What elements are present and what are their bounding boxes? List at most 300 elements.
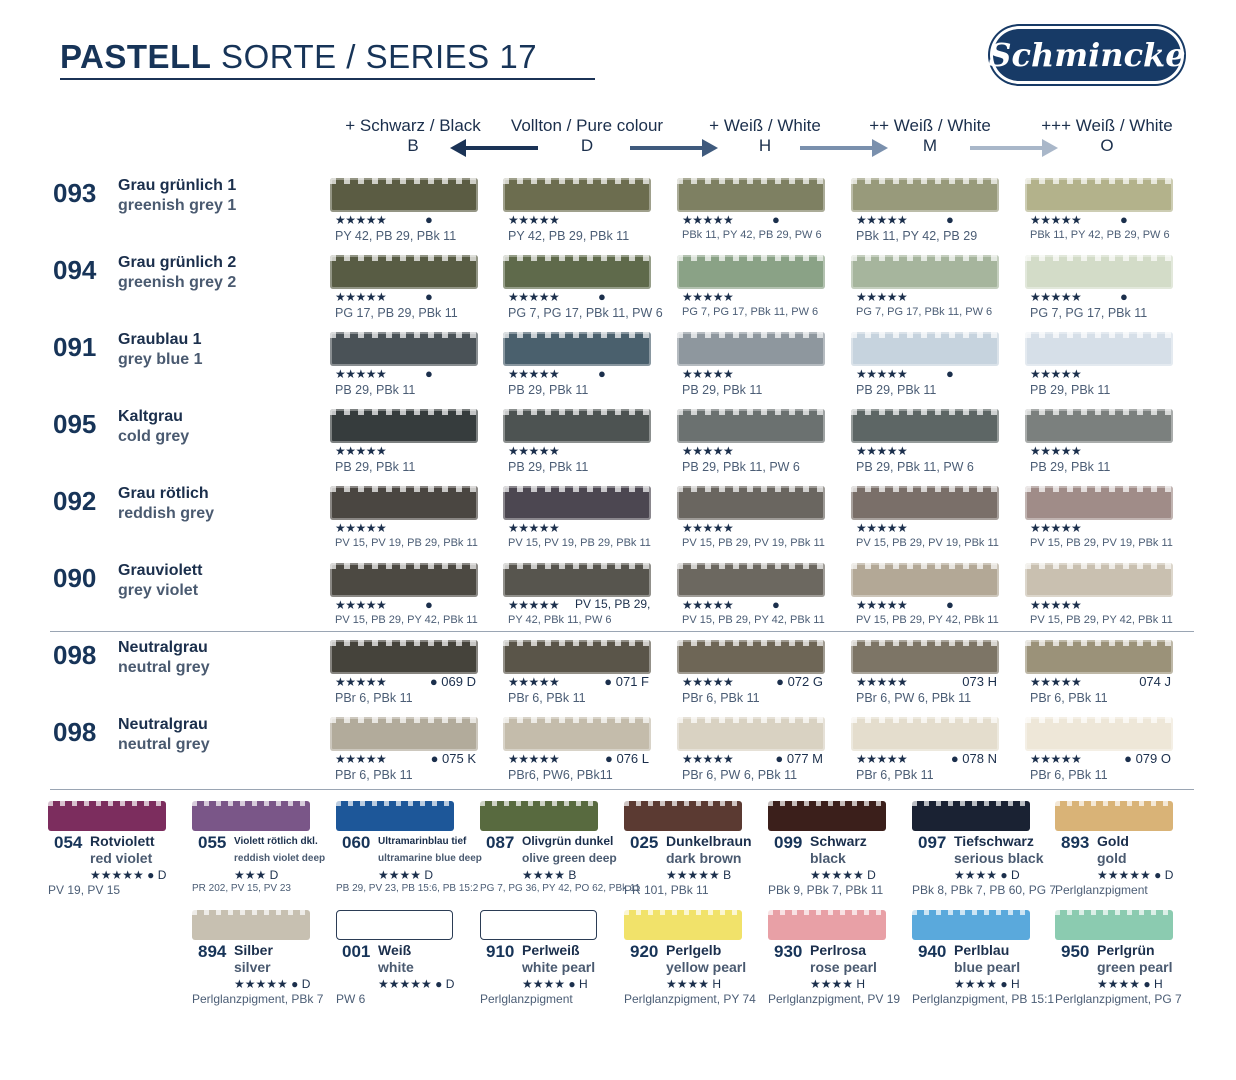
color-name-en: serious black	[954, 850, 1044, 866]
color-name	[522, 942, 595, 976]
lightfastness-stars: ★★★★ ● H	[954, 977, 1020, 991]
lightfastness-stars: ★★★★★ D	[810, 868, 876, 882]
lightfastness-stars: ★★★★★	[1030, 213, 1082, 227]
color-name-de: Perlweiß	[522, 942, 580, 958]
pigment-list: Perlglanzpigment, PG 7	[1055, 992, 1182, 1006]
pigment-list: PBk 8, PBk 7, PB 60, PG 7	[912, 883, 1057, 897]
lightfastness-stars: ★★★★ ● H	[522, 977, 588, 991]
pastel-swatch	[503, 255, 651, 289]
tone-marker: ●	[425, 597, 433, 612]
pigment-list: PY 42, PB 29, PBk 11	[335, 229, 457, 243]
tone-marker: ● 077 M	[775, 751, 823, 766]
color-name-de: Ultramarinblau tief	[378, 836, 467, 847]
pastel-swatch	[336, 910, 453, 940]
color-name	[378, 833, 482, 867]
color-name-de: Perlrosa	[810, 942, 867, 958]
color-name-de: Dunkelbraun	[666, 833, 752, 849]
pigment-list: Perlglanzpigment, PBk 7	[192, 992, 324, 1006]
color-name-de: Perlgelb	[666, 942, 722, 958]
row-code: 091	[53, 332, 97, 362]
color-name-de: Tiefschwarz	[954, 833, 1034, 849]
lightfastness-stars: ★★★★ D	[378, 868, 434, 882]
tone-marker: 074 J	[1139, 674, 1171, 689]
color-name-en: red violet	[90, 850, 153, 866]
pastel-swatch	[1025, 332, 1173, 366]
pastel-swatch	[330, 178, 478, 212]
row-name-de: Grau grünlich 2	[118, 254, 237, 271]
row-name-en: neutral grey	[118, 736, 210, 753]
lightfastness-stars: ★★★★★	[335, 521, 387, 535]
tone-marker: ● 078 N	[950, 751, 997, 766]
arrow-shaft	[630, 146, 704, 150]
row-code: 092	[53, 486, 97, 516]
column-header	[830, 116, 1030, 156]
row-name	[118, 176, 236, 216]
row-name-en: grey violet	[118, 582, 199, 599]
color-name-de: Violett rötlich dkl.	[234, 836, 318, 847]
pastel-swatch	[677, 563, 825, 597]
color-name	[90, 833, 155, 867]
color-code: 940	[918, 942, 947, 961]
pigment-list: PB 29, PBk 11	[335, 383, 416, 397]
color-name	[378, 942, 414, 976]
tone-marker: ●	[946, 366, 954, 381]
lightfastness-stars: ★★★★★ B	[666, 868, 732, 882]
color-name-en: gold	[1097, 850, 1127, 866]
lightfastness-stars: ★★★★★ ● D	[90, 868, 167, 882]
row-name-de: Neutralgrau	[118, 716, 208, 733]
row-name-en: neutral grey	[118, 659, 210, 676]
pastel-swatch	[768, 910, 886, 940]
lightfastness-stars: ★★★★★	[508, 598, 560, 612]
pigment-list: Perlglanzpigment	[480, 992, 573, 1006]
color-name	[1097, 833, 1129, 867]
lightfastness-stars: ★★★★★	[1030, 367, 1082, 381]
color-name-en: yellow pearl	[666, 959, 747, 975]
pigment-list: PBk 9, PBk 7, PBk 11	[768, 883, 884, 897]
pigment-list: PBr6, PW6, PBk11	[508, 768, 613, 782]
pastel-swatch	[851, 409, 999, 443]
pigment-list: PB 29, PBk 11	[1030, 460, 1111, 474]
pastel-swatch	[677, 255, 825, 289]
lightfastness-stars: ★★★★★	[335, 213, 387, 227]
lightfastness-stars: ★★★★★	[1030, 290, 1082, 304]
row-name-de: Grau grünlich 1	[118, 177, 237, 194]
pigment-list: PBr 6, PBk 11	[856, 768, 934, 782]
color-name	[1097, 942, 1172, 976]
pigment-list: PBr 6, PBk 11	[508, 691, 586, 705]
color-name-en: green pearl	[1097, 959, 1173, 975]
color-name-de: Perlblau	[954, 942, 1010, 958]
row-name-en: greenish grey 1	[118, 197, 237, 214]
color-name-en: olive green deep	[522, 851, 617, 865]
pigment-list: PBr 6, PBk 11	[1030, 691, 1108, 705]
pastel-swatch	[851, 332, 999, 366]
pastel-swatch	[330, 717, 478, 751]
column-header	[313, 116, 513, 156]
row-name-en: greenish grey 2	[118, 274, 237, 291]
row-code: 093	[53, 178, 97, 208]
pastel-swatch	[330, 332, 478, 366]
color-name-en: silver	[234, 959, 271, 975]
pastel-swatch	[851, 255, 999, 289]
tone-marker: ●	[1120, 289, 1128, 304]
color-name	[810, 833, 867, 867]
pigment-list: PG 7, PG 17, PBk 11, PW 6	[682, 306, 819, 318]
row-name	[118, 561, 202, 601]
lightfastness-stars: ★★★★★	[856, 444, 908, 458]
arrow-head	[450, 139, 466, 157]
pastel-swatch	[1025, 717, 1173, 751]
pigment-list: PV 15, PB 29, PV 19, PBk 11	[682, 537, 825, 549]
direction-arrow	[450, 146, 538, 150]
pastel-swatch	[912, 801, 1030, 831]
row-name-de: Graublau 1	[118, 331, 202, 348]
tone-marker: ●	[598, 366, 606, 381]
arrow-shaft	[970, 146, 1044, 150]
pigment-list: PV 15, PB 29, PY 42, PBk 11	[335, 614, 478, 626]
pastel-swatch	[1025, 255, 1173, 289]
column-letter: O	[1100, 136, 1114, 155]
column-letter: D	[580, 136, 594, 155]
row-name	[118, 253, 236, 293]
column-label: + Weiß / White	[709, 116, 821, 135]
color-name-en: rose pearl	[810, 959, 877, 975]
lightfastness-stars: ★★★★★	[856, 521, 908, 535]
pastel-swatch	[330, 486, 478, 520]
color-name	[954, 942, 1020, 976]
lightfastness-stars: ★★★ D	[234, 868, 279, 882]
pastel-swatch	[48, 801, 166, 831]
pigment-list: PBr 6, PBk 11	[335, 768, 413, 782]
tone-marker: ●	[772, 212, 780, 227]
lightfastness-stars: ★★★★ ● D	[954, 868, 1020, 882]
tone-marker: ● 076 L	[605, 751, 649, 766]
lightfastness-stars: ★★★★★	[856, 675, 908, 689]
pigment-list: PB 29, PBk 11	[856, 383, 937, 397]
color-name	[234, 942, 273, 976]
lightfastness-stars: ★★★★★	[335, 367, 387, 381]
tone-marker: ● 069 D	[429, 674, 476, 689]
tone-marker: ●	[425, 212, 433, 227]
pastel-swatch	[503, 563, 651, 597]
tone-marker: ●	[946, 597, 954, 612]
row-code: 095	[53, 409, 97, 439]
pigment-list: PG 7, PG 17, PBk 11, PW 6	[856, 306, 993, 318]
color-code: 910	[486, 942, 515, 961]
lightfastness-stars: ★★★★★ ● D	[234, 977, 311, 991]
pastel-swatch	[503, 178, 651, 212]
tone-marker: ● 072 G	[776, 674, 823, 689]
pastel-swatch	[851, 640, 999, 674]
pastel-swatch	[768, 801, 886, 831]
pastel-swatch	[1025, 563, 1173, 597]
tone-marker: ● 075 K	[430, 751, 476, 766]
lightfastness-stars: ★★★★★	[682, 213, 734, 227]
color-code: 060	[342, 833, 371, 852]
color-code: 950	[1061, 942, 1090, 961]
lightfastness-stars: ★★★★ H	[810, 977, 866, 991]
arrow-shaft	[464, 146, 538, 150]
direction-arrow	[800, 146, 888, 150]
row-name-en: grey blue 1	[118, 351, 203, 368]
arrow-head	[702, 139, 718, 157]
lightfastness-stars: ★★★★★	[682, 290, 734, 304]
color-name-de: Rotviolett	[90, 833, 155, 849]
lightfastness-stars: ★★★★★	[508, 444, 560, 458]
row-name	[118, 330, 202, 370]
lightfastness-stars: ★★★★★	[508, 367, 560, 381]
lightfastness-stars: ★★★★★	[1030, 752, 1082, 766]
title-underline	[60, 78, 595, 80]
pastel-swatch	[677, 717, 825, 751]
pastel-swatch	[330, 640, 478, 674]
tone-marker: ●	[598, 289, 606, 304]
pigment-list: PV 15, PV 19, PB 29, PBk 11	[335, 537, 478, 549]
column-letter: H	[758, 136, 772, 155]
pigment-list: PBr 6, PBk 11	[682, 691, 760, 705]
pigment-list: PV 15, PB 29, PY 42, PBk 11	[856, 614, 999, 626]
pastel-swatch	[677, 409, 825, 443]
brand-logo: Schmincke	[993, 29, 1181, 81]
column-label: +++ Weiß / White	[1041, 116, 1173, 135]
pastel-swatch	[677, 332, 825, 366]
lightfastness-stars: ★★★★★	[682, 444, 734, 458]
color-code: 099	[774, 833, 803, 852]
row-code: 090	[53, 563, 97, 593]
pigment-list: PB 29, PBk 11	[682, 383, 763, 397]
pastel-swatch	[336, 801, 454, 831]
pastel-swatch	[677, 486, 825, 520]
lightfastness-stars: ★★★★★	[335, 752, 387, 766]
pastel-swatch	[851, 563, 999, 597]
color-name	[666, 942, 746, 976]
row-name-de: Grau rötlich	[118, 485, 209, 502]
pigment-list: PV 15, PB 29, PY 42, PBk 11	[682, 614, 825, 626]
lightfastness-stars: ★★★★★	[682, 367, 734, 381]
lightfastness-stars: ★★★★★	[1030, 598, 1082, 612]
tone-marker: ●	[425, 366, 433, 381]
color-name-en: reddish violet deep	[234, 853, 326, 864]
pastel-swatch	[677, 640, 825, 674]
color-code: 894	[198, 942, 227, 961]
lightfastness-stars: ★★★★★	[1030, 521, 1082, 535]
lightfastness-stars: ★★★★★	[682, 752, 734, 766]
color-code: 930	[774, 942, 803, 961]
tone-marker: PV 15, PB 29,	[575, 597, 651, 611]
pastel-swatch	[503, 717, 651, 751]
pigment-list: Perlglanzpigment, PV 19	[768, 992, 901, 1006]
pigment-list: PBr 6, PW 6, PBk 11	[856, 691, 972, 705]
lightfastness-stars: ★★★★★	[856, 213, 908, 227]
row-code: 094	[53, 255, 97, 285]
pastel-swatch	[192, 910, 310, 940]
lightfastness-stars: ★★★★★	[335, 290, 387, 304]
column-letter: B	[407, 136, 419, 155]
pastel-swatch	[851, 486, 999, 520]
pastel-swatch	[624, 910, 742, 940]
color-code: 097	[918, 833, 947, 852]
pastel-swatch	[503, 409, 651, 443]
color-name-en: dark brown	[666, 850, 742, 866]
row-name-de: Grauviolett	[118, 562, 203, 579]
column-label: Vollton / Pure colour	[510, 116, 664, 135]
lightfastness-stars: ★★★★★	[335, 444, 387, 458]
tone-marker: 073 H	[962, 674, 997, 689]
color-name-en: white	[378, 959, 414, 975]
pastel-swatch	[624, 801, 742, 831]
pigment-list: PBk 11, PY 42, PB 29	[856, 229, 978, 243]
pigment-list: PV 19, PV 15	[48, 883, 121, 897]
lightfastness-stars: ★★★★ ● H	[1097, 977, 1163, 991]
column-label: ++ Weiß / White	[869, 116, 991, 135]
arrow-head	[872, 139, 888, 157]
row-name	[118, 638, 210, 678]
pigment-list: PV 15, PB 29, PY 42, PBk 11	[1030, 614, 1173, 626]
tone-marker: ●	[1120, 212, 1128, 227]
pigment-list: Perlglanzpigment, PB 15:1	[912, 992, 1055, 1006]
color-name	[810, 942, 877, 976]
color-name-en: ultramarine blue deep	[378, 853, 482, 864]
row-name-de: Kaltgrau	[118, 408, 183, 425]
arrow-shaft	[800, 146, 874, 150]
pastel-swatch	[480, 910, 597, 940]
color-name-de: Gold	[1097, 833, 1129, 849]
pastel-swatch	[1025, 640, 1173, 674]
color-name-de: Schwarz	[810, 833, 867, 849]
color-name-de: Olivgrün dunkel	[522, 834, 614, 848]
color-name-en: black	[810, 850, 846, 866]
pastel-swatch	[677, 178, 825, 212]
pigment-list: PG 7, PG 17, PBk 11	[1030, 306, 1148, 320]
lightfastness-stars: ★★★★★	[856, 290, 908, 304]
color-name	[522, 833, 617, 867]
lightfastness-stars: ★★★★★	[682, 521, 734, 535]
lightfastness-stars: ★★★★★	[508, 675, 560, 689]
color-code: 893	[1061, 833, 1090, 852]
pigment-list: PBk 11, PY 42, PB 29, PW 6	[682, 229, 822, 241]
row-name-de: Neutralgrau	[118, 639, 208, 656]
pigment-list: PR 202, PV 15, PV 23	[192, 883, 291, 894]
pigment-list: PY 42, PBk 11, PW 6	[508, 614, 612, 626]
lightfastness-stars: ★★★★★	[682, 598, 734, 612]
pigment-list: PBk 11, PY 42, PB 29, PW 6	[1030, 229, 1170, 241]
color-name	[666, 833, 752, 867]
pigment-list: PV 15, PB 29, PV 19, PBk 11	[1030, 537, 1173, 549]
color-name	[954, 833, 1044, 867]
pigment-list: PV 15, PB 29, PV 19, PBk 11	[856, 537, 999, 549]
lightfastness-stars: ★★★★★	[508, 521, 560, 535]
pastel-swatch	[1025, 409, 1173, 443]
row-name	[118, 484, 214, 524]
pigment-list: PB 29, PBk 11	[335, 460, 416, 474]
lightfastness-stars: ★★★★★ ● D	[1097, 868, 1174, 882]
pastel-swatch	[480, 801, 598, 831]
lightfastness-stars: ★★★★★	[856, 598, 908, 612]
pigment-list: PY 42, PB 29, PBk 11	[508, 229, 630, 243]
lightfastness-stars: ★★★★★	[335, 598, 387, 612]
color-code: 920	[630, 942, 659, 961]
color-code: 055	[198, 833, 227, 852]
pastel-swatch	[503, 332, 651, 366]
pigment-list: PB 29, PV 23, PB 15:6, PB 15:2	[336, 883, 479, 894]
row-code: 098	[53, 717, 97, 747]
pigment-list: PB 29, PBk 11	[508, 460, 589, 474]
pastel-swatch	[1025, 486, 1173, 520]
lightfastness-stars: ★★★★★	[508, 213, 560, 227]
color-code: 054	[54, 833, 83, 852]
direction-arrow	[630, 146, 718, 150]
pigment-list: PG 17, PB 29, PBk 11	[335, 306, 458, 320]
tone-marker: ●	[425, 289, 433, 304]
pigment-list: PB 29, PBk 11	[508, 383, 589, 397]
lightfastness-stars: ★★★★★	[1030, 444, 1082, 458]
color-name-de: Weiß	[378, 942, 412, 958]
pigment-list: PW 6	[336, 992, 366, 1006]
pigment-list: PBr 6, PBk 11	[1030, 768, 1108, 782]
color-code: 001	[342, 942, 371, 961]
pastel-swatch	[192, 801, 310, 831]
lightfastness-stars: ★★★★★	[682, 675, 734, 689]
tone-marker: ● 071 F	[604, 674, 649, 689]
tone-marker: ● 079 O	[1124, 751, 1171, 766]
pastel-swatch	[330, 255, 478, 289]
lightfastness-stars: ★★★★ H	[666, 977, 722, 991]
row-name	[118, 407, 189, 447]
pigment-list: PG 7, PG 17, PBk 11, PW 6	[508, 306, 663, 320]
pigment-list: PG 7, PG 36, PY 42, PO 62, PBk 11	[480, 883, 641, 894]
pigment-list: PBr 6, PW 6, PBk 11	[682, 768, 798, 782]
color-name-en: blue pearl	[954, 959, 1021, 975]
pigment-list: PR 101, PBk 11	[624, 883, 709, 897]
pastel-swatch	[330, 563, 478, 597]
pastel-swatch	[912, 910, 1030, 940]
pastel-swatch	[1055, 910, 1173, 940]
color-name-de: Silber	[234, 942, 273, 958]
section-divider	[50, 631, 1194, 632]
pastel-swatch	[851, 178, 999, 212]
pastel-swatch	[503, 486, 651, 520]
column-label: + Schwarz / Black	[345, 116, 481, 135]
pigment-list: PBr 6, PBk 11	[335, 691, 413, 705]
row-name-en: cold grey	[118, 428, 190, 445]
column-letter: M	[922, 136, 938, 155]
column-header	[487, 116, 687, 156]
lightfastness-stars: ★★★★★	[1030, 675, 1082, 689]
section-divider	[50, 789, 1194, 790]
pigment-list: Perlglanzpigment, PY 74	[624, 992, 756, 1006]
pigment-list: Perlglanzpigment	[1055, 883, 1148, 897]
row-name-en: reddish grey	[118, 505, 215, 522]
row-code: 098	[53, 640, 97, 670]
tone-marker: ●	[946, 212, 954, 227]
pastel-swatch	[1025, 178, 1173, 212]
pigment-list: PB 29, PBk 11	[1030, 383, 1111, 397]
page-title: PASTELL SORTE / SERIES 17	[60, 38, 538, 75]
pigment-list: PB 29, PBk 11, PW 6	[856, 460, 974, 474]
lightfastness-stars: ★★★★ B	[522, 868, 577, 882]
pastel-swatch	[851, 717, 999, 751]
column-header	[1007, 116, 1207, 156]
lightfastness-stars: ★★★★★	[856, 752, 908, 766]
color-code: 025	[630, 833, 659, 852]
lightfastness-stars: ★★★★★	[856, 367, 908, 381]
row-name	[118, 715, 210, 755]
pigment-list: PB 29, PBk 11, PW 6	[682, 460, 800, 474]
lightfastness-stars: ★★★★★ ● D	[378, 977, 455, 991]
lightfastness-stars: ★★★★★	[508, 752, 560, 766]
tone-marker: ●	[772, 597, 780, 612]
